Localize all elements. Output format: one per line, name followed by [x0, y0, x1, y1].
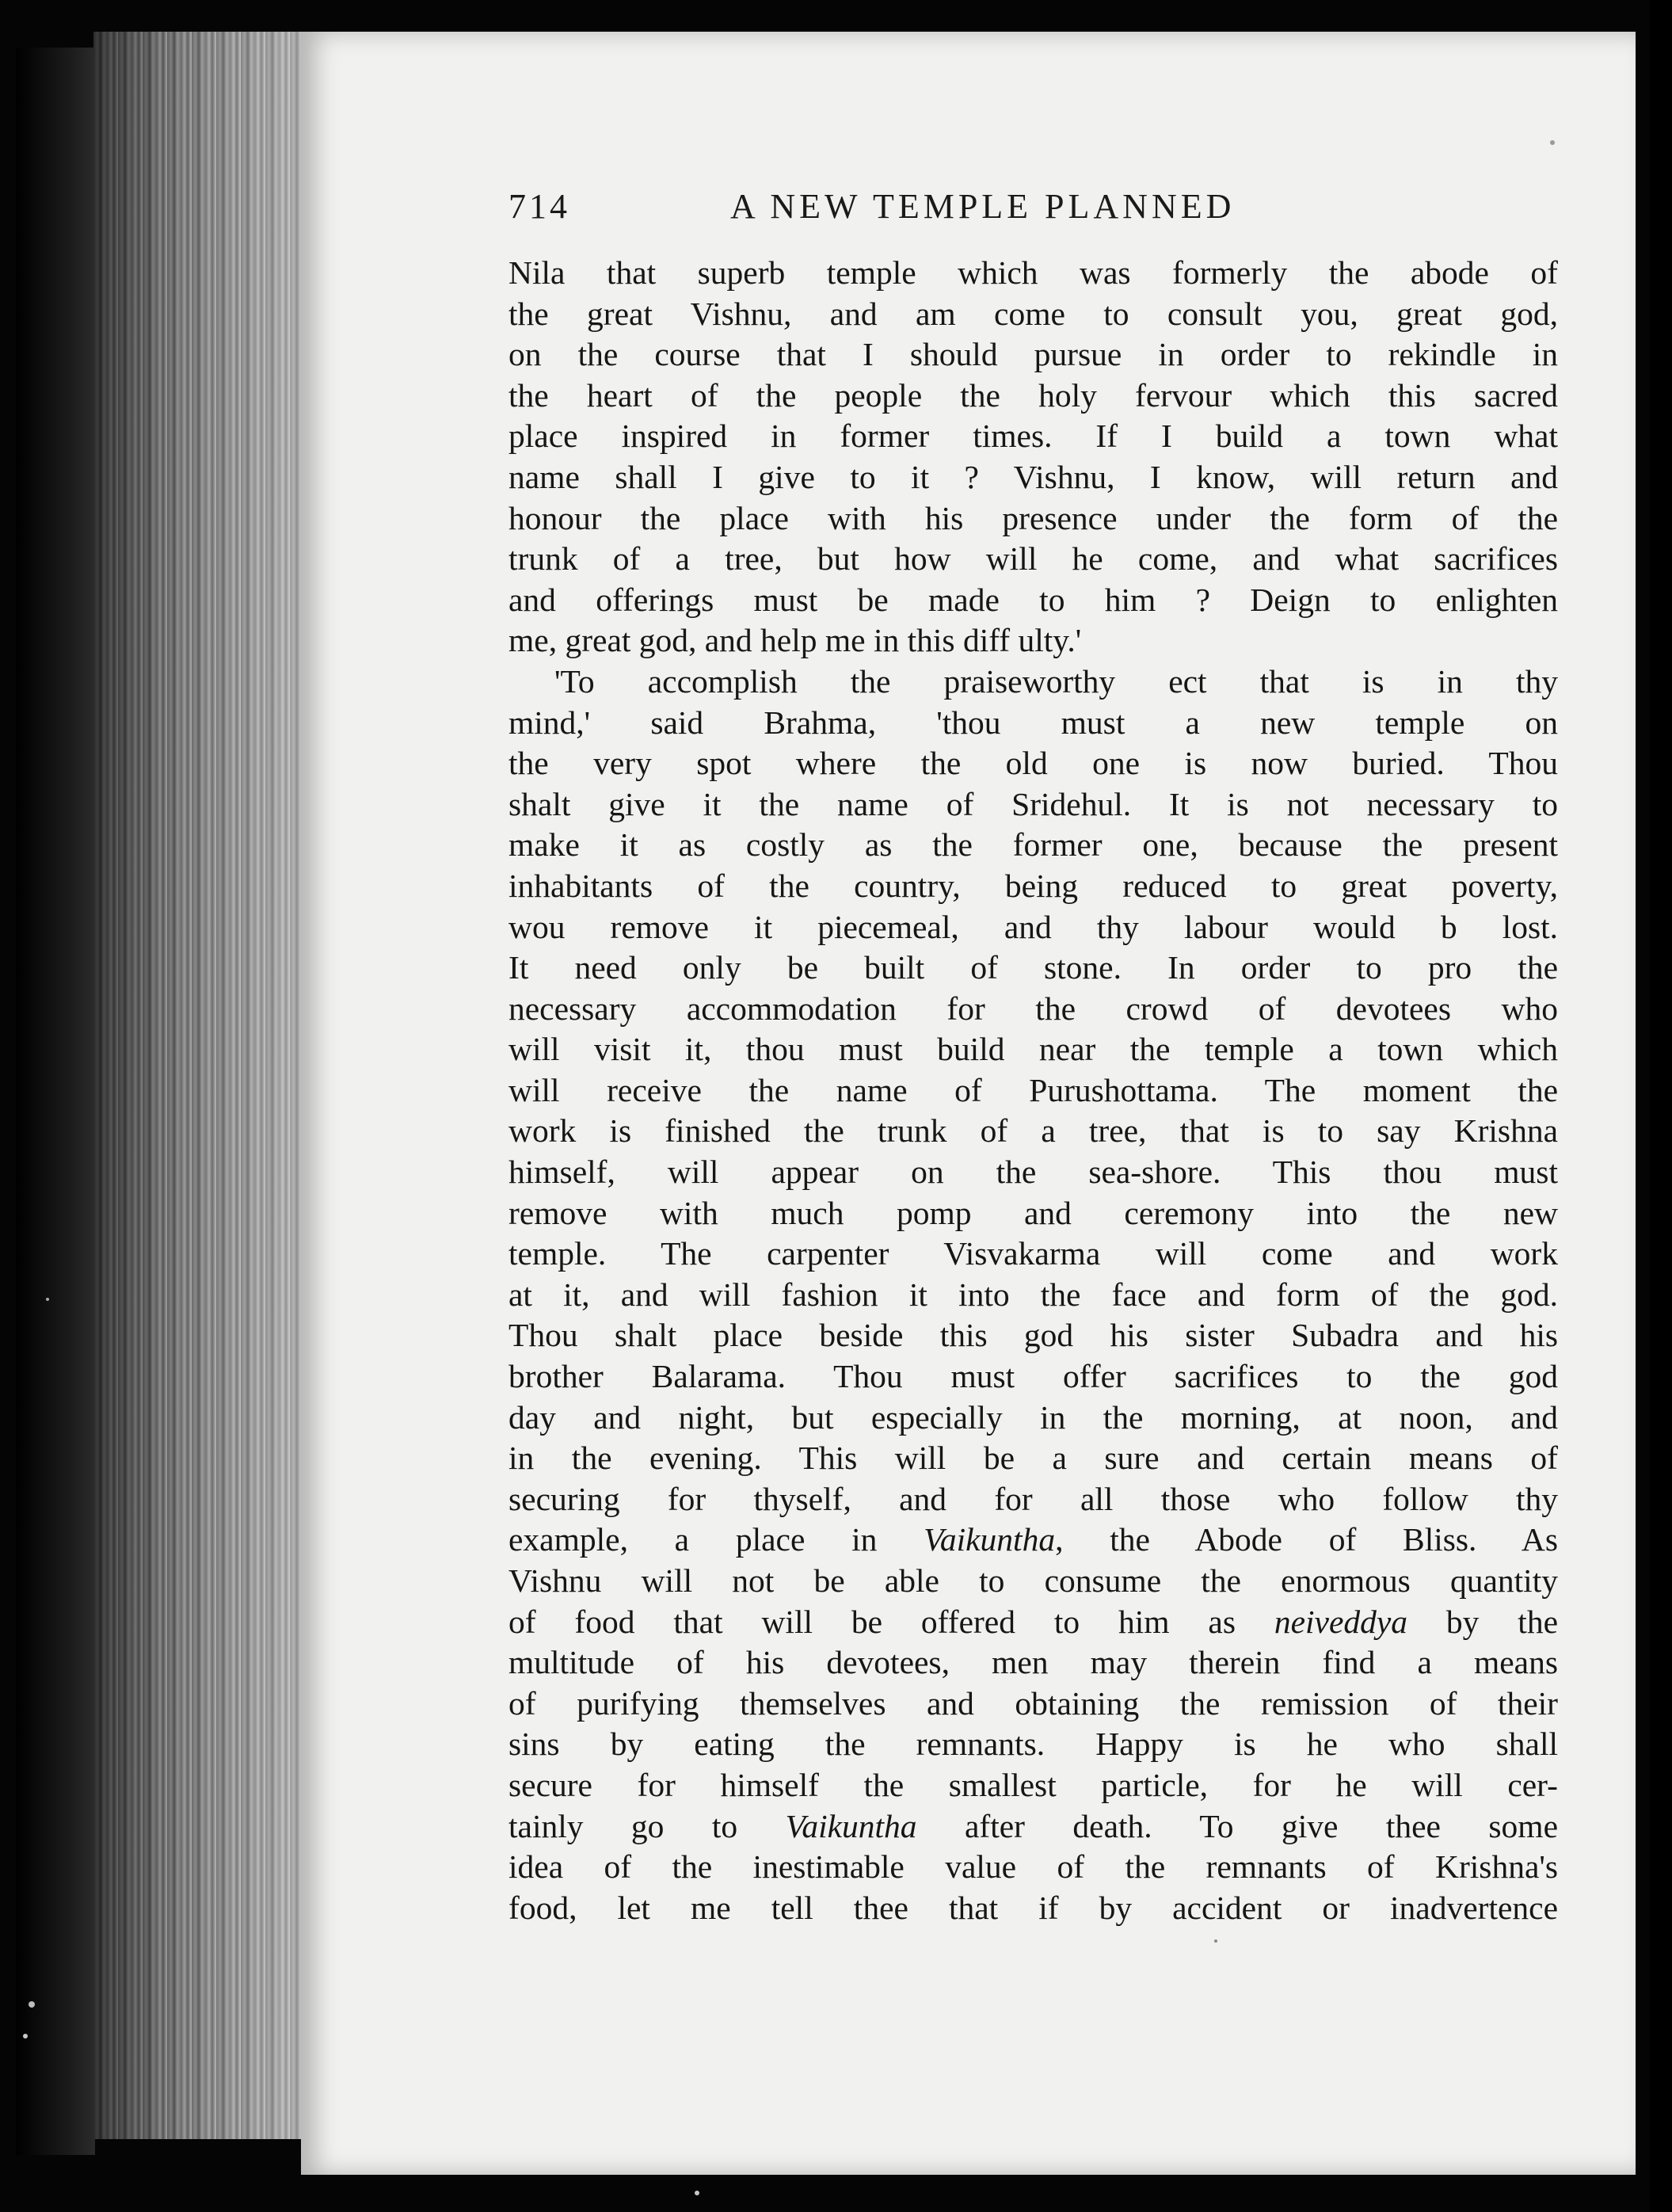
page-content: [508, 186, 1558, 1928]
text-line: day and night, but especially in the morning, at noon, and: [508, 1398, 1558, 1436]
text-line: wou remove it piecemeal, and thy labour would b lost.: [508, 908, 1558, 945]
text-line: will receive the name of Purushottama. The moment the: [508, 1071, 1558, 1108]
text-line: Thou shalt place beside this god his sister Subadra and his: [508, 1317, 1558, 1354]
text-line: 'To accomplish the praiseworthy ect that is in thy: [554, 662, 1558, 700]
text-line: mind,' said Brahma, 'thou must a new temple on: [508, 704, 1558, 741]
text-line: the heart of the people the holy fervour which this sacred: [508, 376, 1558, 414]
text-line: remove with much pomp and ceremony into the new: [508, 1194, 1558, 1231]
text-line: trunk of a tree, but how will he come, and what sacrifices: [508, 540, 1558, 578]
text-line: of purifying themselves and obtaining the remission of their: [508, 1684, 1558, 1722]
text-line: idea of the inestimable value of the remnants of Krishna's: [508, 1848, 1558, 1886]
text-line: multitude of his devotees, men may therein find a means: [508, 1644, 1558, 1681]
text-line: honour the place with his presence under the form of the: [508, 499, 1558, 536]
body-text: [508, 253, 1558, 1928]
running-head-title: A NEW TEMPLE PLANNED: [730, 187, 1236, 226]
text-line: in the evening. This will be a sure and certain means of: [508, 1440, 1558, 1477]
text-line: food, let me tell thee that if by accident or inadvertence: [508, 1889, 1558, 1926]
text-line: work is finished the trunk of a tree, that is to say Krishna: [508, 1112, 1558, 1150]
text-line: the great Vishnu, and am come to consult you, great god,: [508, 295, 1558, 332]
text-line: on the course that I should pursue in order to rekindle in: [508, 336, 1558, 373]
text-line: himself, will appear on the sea-shore. This thou must: [508, 1154, 1558, 1191]
text-line: shalt give it the name of Sridehul. It is not necessary to: [508, 785, 1558, 822]
text-line: secure for himself the smallest particle, for he will cer-: [508, 1766, 1558, 1803]
book-spine-gutter: [93, 32, 309, 2139]
text-line: and offerings must be made to him ? Deign to enlighten: [508, 581, 1558, 618]
text-line: temple. The carpenter Visvakarma will come and work: [508, 1235, 1558, 1272]
scan-edge: [1650, 0, 1672, 2212]
text-line: brother Balarama. Thou must offer sacrifices to the god: [508, 1358, 1558, 1395]
text-line: the very spot where the old one is now buried. Thou: [508, 745, 1558, 782]
text-line: It need only be built of stone. In order to pro the: [508, 949, 1558, 986]
text-line: sins by eating the remnants. Happy is he who shall: [508, 1726, 1558, 1763]
book-page: [301, 32, 1636, 2175]
page-number: 714: [508, 187, 570, 226]
text-line: at it, and will fashion it into the face and form of the god.: [508, 1276, 1558, 1313]
text-line: necessary accommodation for the crowd of devotees who: [508, 990, 1558, 1027]
text-line: will visit it, thou must build near the temple a town which: [508, 1031, 1558, 1068]
text-line: inhabitants of the country, being reduced to great poverty,: [508, 867, 1558, 904]
running-head: [508, 186, 1558, 250]
text-line: Nila that superb temple which was formerly the abode of: [508, 254, 1558, 291]
text-line: name shall I give to it ? Vishnu, I know, will return and: [508, 458, 1558, 495]
text-line: of food that will be offered to him as neiveddya by the: [508, 1603, 1558, 1640]
scan-shadow: [16, 48, 95, 2155]
text-line: tainly go to Vaikuntha after death. To give thee some: [508, 1807, 1558, 1844]
text-line: me, great god, and help me in this diff ulty.': [508, 622, 1082, 659]
text-line: example, a place in Vaikuntha, the Abode of Bliss. As: [508, 1521, 1558, 1558]
text-line: place inspired in former times. If I build a town what: [508, 418, 1558, 455]
text-line: make it as costly as the former one, because the present: [508, 826, 1558, 864]
text-line: securing for thyself, and for all those who follow thy: [508, 1480, 1558, 1517]
text-line: Vishnu will not be able to consume the enormous quantity: [508, 1562, 1558, 1599]
